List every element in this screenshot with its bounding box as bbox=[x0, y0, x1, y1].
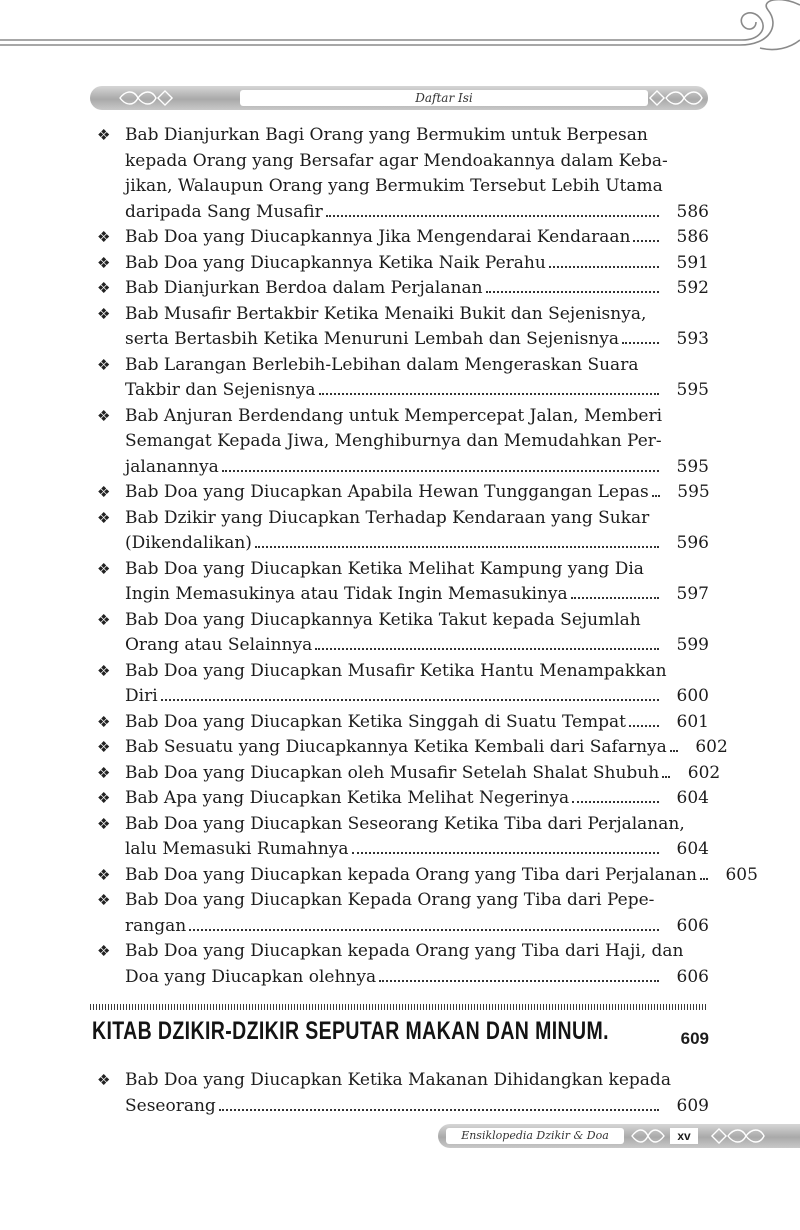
toc-page-number: 605 bbox=[725, 864, 758, 885]
toc-entry[interactable] bbox=[93, 710, 709, 736]
dot-leader bbox=[352, 852, 659, 854]
toc-entry[interactable] bbox=[93, 735, 728, 761]
dot-leader bbox=[222, 470, 659, 472]
toc-page-number: 600 bbox=[676, 686, 709, 706]
toc-entry-line: Bab Musafir Bertakbir Ketika Menaiki Bukit dan Sejenisnya, bbox=[125, 303, 647, 324]
toc-entry-line: Bab Doa yang Diucapkan Kepada Orang yang Tiba dari Pepe- bbox=[125, 890, 655, 910]
diamond-bullet-icon: ❖ bbox=[97, 1071, 111, 1089]
toc-entry[interactable] bbox=[93, 761, 721, 787]
diamond-bullet-icon: ❖ bbox=[97, 814, 111, 833]
toc-entry-last-line: Bab Doa yang Diucapkan kepada Orang yang Tiba dari Perjalanan bbox=[125, 864, 697, 885]
toc-entry[interactable] bbox=[93, 276, 709, 302]
toc-entry[interactable] bbox=[93, 888, 709, 939]
toc-page-number: 595 bbox=[676, 380, 709, 400]
dot-leader bbox=[633, 240, 659, 242]
diamond-bullet-icon: ❖ bbox=[97, 712, 111, 731]
toc-entry-line: Bab Dianjurkan Bagi Orang yang Bermukim untuk Berpesan bbox=[125, 125, 648, 145]
toc-entry-last-line: serta Bertasbih Ketika Menuruni Lembah dan Sejenisnya bbox=[125, 329, 620, 349]
diamond-bullet-icon: ❖ bbox=[97, 559, 111, 578]
header-title-box bbox=[240, 90, 648, 106]
footer-right-ornament-icon bbox=[708, 1127, 778, 1145]
toc-entry[interactable] bbox=[93, 557, 709, 608]
toc-entry-last-line: Takbir dan Sejenisnya bbox=[125, 380, 316, 400]
toc-page-number: 595 bbox=[676, 456, 709, 477]
footer-title-text: Ensiklopedia Dzikir & Doa bbox=[461, 1129, 609, 1142]
toc-entry-last-line: rangan bbox=[125, 915, 187, 936]
toc-entry-line: Bab Doa yang Diucapkan Seseorang Ketika Tiba dari Perjalanan, bbox=[125, 813, 685, 834]
chapter-page-number: 609 bbox=[680, 1029, 709, 1048]
toc-page-number: 609 bbox=[676, 1095, 709, 1116]
toc-entry-last-line: lalu Memasuki Rumahnya bbox=[125, 839, 349, 859]
diamond-bullet-icon: ❖ bbox=[97, 355, 111, 374]
toc-entry-last-line: daripada Sang Musafir bbox=[125, 201, 323, 222]
diamond-bullet-icon: ❖ bbox=[97, 253, 111, 272]
toc-entry[interactable] bbox=[93, 1068, 709, 1119]
toc-entry[interactable] bbox=[93, 302, 709, 353]
toc-entry[interactable] bbox=[93, 812, 709, 863]
dot-leader bbox=[189, 929, 659, 931]
diamond-bullet-icon: ❖ bbox=[97, 406, 111, 425]
toc-entry[interactable] bbox=[93, 251, 709, 277]
footer-page-number bbox=[670, 1128, 698, 1144]
header-title: Daftar Isi bbox=[415, 91, 473, 105]
toc-entry-last-line: (Dikendalikan) bbox=[125, 533, 252, 553]
chapter-toc-list bbox=[93, 1068, 709, 1119]
toc-entry-last-line: Seseorang bbox=[125, 1095, 216, 1116]
diamond-bullet-icon: ❖ bbox=[97, 738, 111, 756]
footer-ornament-icon bbox=[630, 1127, 666, 1145]
toc-entry[interactable] bbox=[93, 786, 709, 812]
footer-page-text: xv bbox=[677, 1129, 691, 1143]
toc-page-number: 597 bbox=[676, 584, 709, 604]
toc-entry-line: Bab Doa yang Diucapkannya Ketika Takut kepada Sejumlah bbox=[125, 609, 641, 630]
toc-list bbox=[93, 123, 758, 990]
toc-entry-last-line: Bab Apa yang Diucapkan Ketika Melihat Negerinya bbox=[125, 788, 570, 808]
toc-entry[interactable] bbox=[93, 659, 709, 710]
toc-page-number: 599 bbox=[676, 635, 709, 655]
toc-entry-line: Bab Anjuran Berdendang untuk Mempercepat Jalan, Memberi bbox=[125, 405, 663, 426]
dot-leader bbox=[622, 342, 659, 344]
header-banner bbox=[90, 86, 708, 110]
dot-leader bbox=[486, 291, 659, 293]
toc-page-number: 604 bbox=[676, 839, 709, 859]
diamond-bullet-icon: ❖ bbox=[97, 228, 111, 246]
toc-page-number: 592 bbox=[676, 278, 709, 298]
toc-page-number: 595 bbox=[677, 482, 710, 502]
dot-leader bbox=[549, 266, 659, 268]
dot-leader bbox=[629, 725, 659, 727]
toc-page-number: 602 bbox=[687, 762, 721, 783]
diamond-bullet-icon: ❖ bbox=[97, 763, 111, 782]
toc-entry-line: jikan, Walaupun Orang yang Bermukim Tersebut Lebih Utama bbox=[125, 176, 663, 196]
dot-leader bbox=[700, 878, 708, 880]
toc-page-number: 593 bbox=[676, 329, 709, 349]
toc-entry-line: Bab Larangan Berlebih-Lebihan dalam Mengeraskan Suara bbox=[125, 354, 639, 375]
diamond-bullet-icon: ❖ bbox=[97, 483, 111, 501]
footer-banner bbox=[438, 1124, 800, 1148]
toc-entry-last-line: Bab Doa yang Diucapkan oleh Musafir Setelah Shalat Shubuh bbox=[125, 762, 660, 783]
toc-entry-last-line: Ingin Memasukinya atau Tidak Ingin Memasukinya bbox=[125, 584, 568, 604]
toc-page-number: 596 bbox=[676, 533, 709, 553]
dot-leader bbox=[571, 597, 659, 599]
toc-entry-line: Bab Doa yang Diucapkan Ketika Makanan Dihidangkan kepada bbox=[125, 1070, 671, 1090]
header-right-ornament-icon bbox=[646, 89, 706, 107]
diamond-bullet-icon: ❖ bbox=[97, 508, 111, 527]
diamond-bullet-icon: ❖ bbox=[97, 126, 111, 144]
toc-page-number: 591 bbox=[676, 252, 709, 273]
chapter-heading[interactable] bbox=[92, 1017, 709, 1057]
toc-entry[interactable] bbox=[93, 863, 758, 889]
toc-entry-last-line: Bab Doa yang Diucapkan Apabila Hewan Tunggangan Lepas bbox=[125, 482, 649, 502]
toc-entry-line: Bab Doa yang Diucapkan Ketika Melihat Kampung yang Dia bbox=[125, 558, 644, 579]
toc-entry-last-line: Doa yang Diucapkan olehnya bbox=[125, 966, 377, 987]
dot-leader bbox=[219, 1109, 659, 1111]
toc-entry[interactable] bbox=[93, 939, 709, 990]
toc-entry-last-line: Diri bbox=[125, 686, 158, 706]
diamond-bullet-icon: ❖ bbox=[97, 304, 111, 323]
toc-entry-line: Bab Doa yang Diucapkan Musafir Ketika Hantu Menampakkan bbox=[125, 660, 667, 681]
dot-leader bbox=[572, 801, 659, 803]
dot-leader bbox=[670, 750, 678, 752]
toc-entry-last-line: jalanannya bbox=[125, 456, 219, 477]
dot-leader bbox=[326, 215, 659, 217]
toc-entry-last-line: Bab Doa yang Diucapkan Ketika Singgah di Suatu Tempat bbox=[125, 711, 627, 732]
toc-entry[interactable] bbox=[93, 506, 709, 557]
toc-entry-line: kepada Orang yang Bersafar agar Mendoakannya dalam Keba- bbox=[125, 150, 668, 171]
toc-entry[interactable] bbox=[93, 480, 709, 506]
toc-page-number: 586 bbox=[676, 227, 709, 247]
diamond-bullet-icon: ❖ bbox=[97, 789, 111, 807]
toc-entry-last-line: Bab Sesuatu yang Diucapkannya Ketika Kembali dari Safarnya bbox=[125, 737, 667, 757]
diamond-bullet-icon: ❖ bbox=[97, 661, 111, 680]
toc-entry[interactable] bbox=[93, 353, 709, 404]
section-divider bbox=[90, 1004, 708, 1010]
toc-entry[interactable] bbox=[93, 123, 709, 225]
chapter-title: KITAB DZIKIR-DZIKIR SEPUTAR MAKAN DAN MINUM. bbox=[92, 1017, 609, 1045]
top-ornament-border bbox=[0, 0, 800, 60]
toc-page-number: 606 bbox=[676, 966, 709, 987]
dot-leader bbox=[662, 776, 670, 778]
toc-page-number: 606 bbox=[676, 915, 709, 936]
dot-leader bbox=[315, 648, 659, 650]
dot-leader bbox=[652, 495, 660, 497]
header-left-ornament-icon bbox=[116, 89, 176, 107]
toc-entry-last-line: Orang atau Selainnya bbox=[125, 635, 313, 655]
diamond-bullet-icon: ❖ bbox=[97, 610, 111, 629]
diamond-bullet-icon: ❖ bbox=[97, 942, 111, 960]
dot-leader bbox=[319, 393, 659, 395]
toc-entry-line: Bab Doa yang Diucapkan kepada Orang yang Tiba dari Haji, dan bbox=[125, 941, 684, 961]
dot-leader bbox=[379, 980, 659, 982]
dot-leader bbox=[161, 699, 659, 701]
toc-page-number: 586 bbox=[676, 201, 709, 222]
toc-entry[interactable] bbox=[93, 404, 709, 481]
toc-entry-line: Semangat Kepada Jiwa, Menghiburnya dan Memudahkan Per- bbox=[125, 431, 662, 451]
toc-page-number: 604 bbox=[676, 788, 709, 808]
diamond-bullet-icon: ❖ bbox=[97, 891, 111, 909]
diamond-bullet-icon: ❖ bbox=[97, 865, 111, 884]
footer-book-title bbox=[446, 1128, 624, 1144]
toc-entry[interactable] bbox=[93, 225, 709, 251]
toc-entry-line: Bab Dzikir yang Diucapkan Terhadap Kendaraan yang Sukar bbox=[125, 507, 650, 528]
toc-entry-last-line: Bab Doa yang Diucapkannya Ketika Naik Perahu bbox=[125, 252, 546, 273]
toc-entry-last-line: Bab Dianjurkan Berdoa dalam Perjalanan bbox=[125, 278, 483, 298]
toc-entry-last-line: Bab Doa yang Diucapkannya Jika Mengendarai Kendaraan bbox=[125, 227, 631, 247]
toc-entry[interactable] bbox=[93, 608, 709, 659]
toc-page-number: 601 bbox=[676, 711, 709, 732]
toc-page-number: 602 bbox=[695, 737, 728, 757]
diamond-bullet-icon: ❖ bbox=[97, 279, 111, 297]
dot-leader bbox=[255, 546, 659, 548]
